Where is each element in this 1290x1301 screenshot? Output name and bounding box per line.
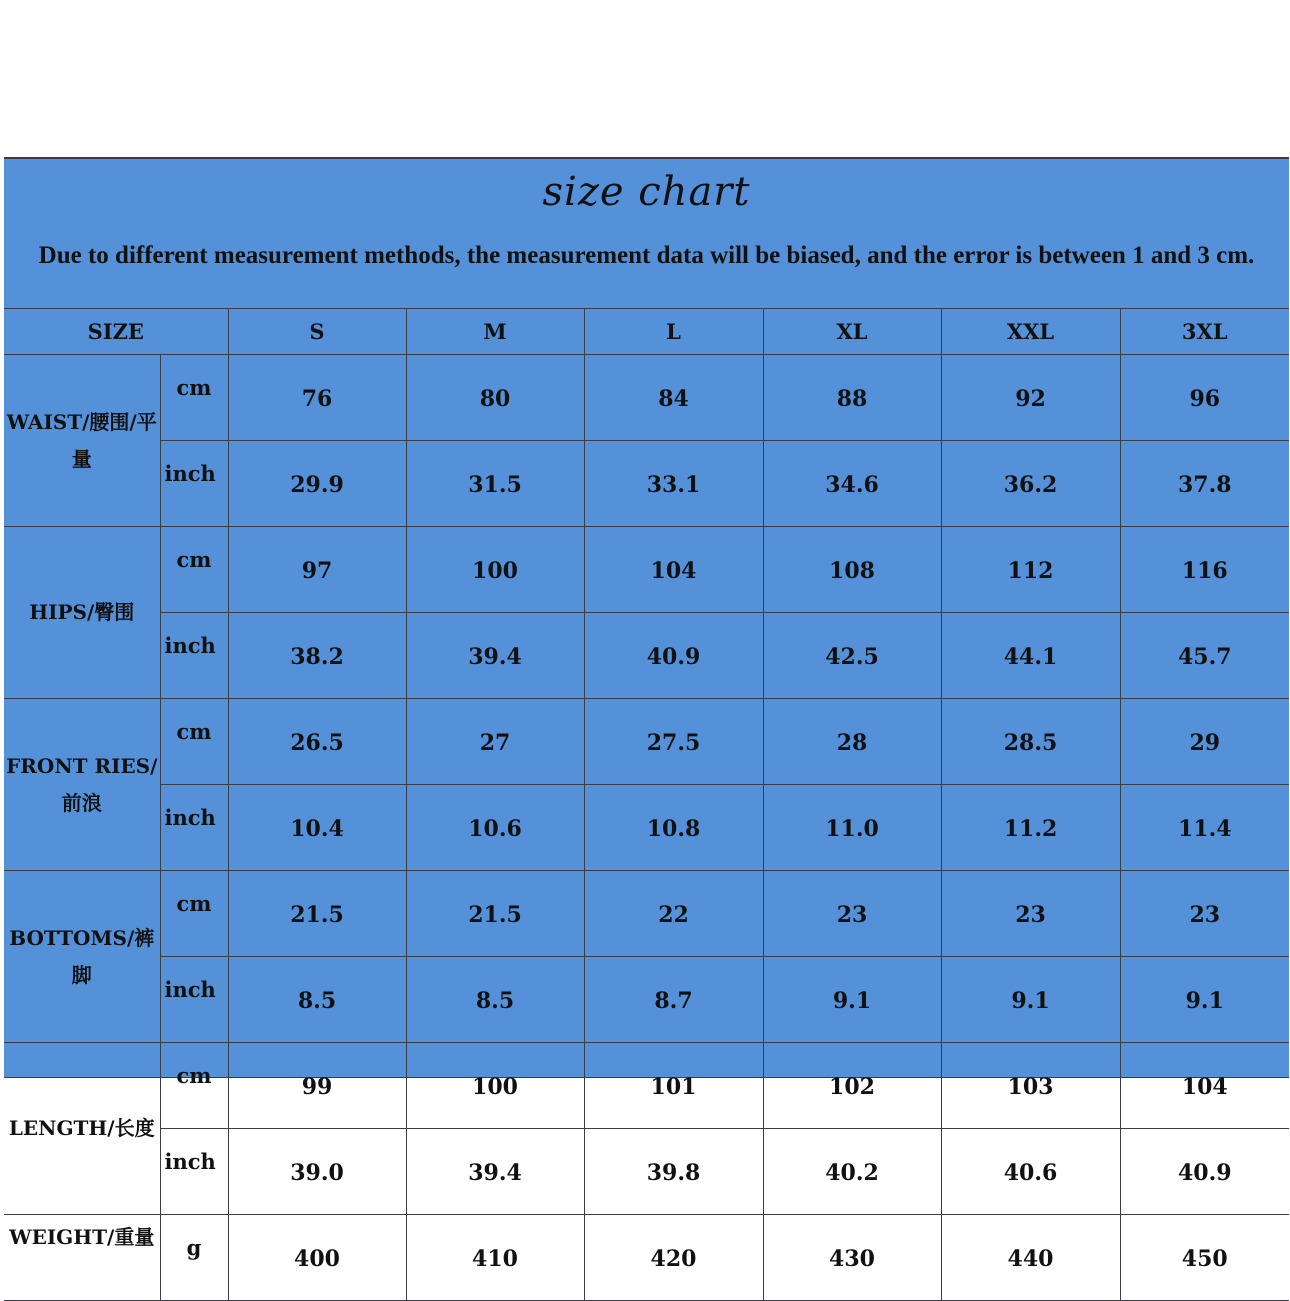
unit-label: inch bbox=[160, 785, 228, 871]
table-cell: 28.5 bbox=[941, 699, 1120, 785]
table-cell: 420 bbox=[584, 1215, 763, 1301]
table-cell: 31.5 bbox=[406, 441, 584, 527]
table-cell: 40.6 bbox=[941, 1129, 1120, 1215]
size-chart bbox=[4, 157, 1289, 1272]
measurement-label-bottoms: BOTTOMS/裤脚 bbox=[4, 871, 160, 1043]
table-cell: 21.5 bbox=[228, 871, 406, 957]
table-row bbox=[4, 1043, 1289, 1129]
size-header-m: M bbox=[406, 308, 584, 355]
table-cell: 27 bbox=[406, 699, 584, 785]
table-cell: 99 bbox=[228, 1043, 406, 1129]
table-cell: 23 bbox=[941, 871, 1120, 957]
table-cell: 28 bbox=[763, 699, 941, 785]
unit-label: cm bbox=[160, 355, 228, 441]
table-cell: 10.6 bbox=[406, 785, 584, 871]
size-header-s: S bbox=[228, 308, 406, 355]
table-cell: 10.8 bbox=[584, 785, 763, 871]
table-row bbox=[4, 785, 1289, 871]
table-cell: 29.9 bbox=[228, 441, 406, 527]
table-cell: 11.0 bbox=[763, 785, 941, 871]
size-table bbox=[4, 308, 1289, 1301]
table-row bbox=[4, 1129, 1289, 1215]
table-cell: 27.5 bbox=[584, 699, 763, 785]
table-cell: 100 bbox=[406, 527, 584, 613]
size-header-l: L bbox=[584, 308, 763, 355]
table-cell: 400 bbox=[228, 1215, 406, 1301]
table-cell: 97 bbox=[228, 527, 406, 613]
table-cell: 23 bbox=[1120, 871, 1289, 957]
table-row bbox=[4, 613, 1289, 699]
measurement-label-waist: WAIST/腰围/平量 bbox=[4, 355, 160, 527]
table-cell: 430 bbox=[763, 1215, 941, 1301]
table-cell: 9.1 bbox=[763, 957, 941, 1043]
table-cell: 26.5 bbox=[228, 699, 406, 785]
table-cell: 9.1 bbox=[1120, 957, 1289, 1043]
table-cell: 40.2 bbox=[763, 1129, 941, 1215]
table-cell: 450 bbox=[1120, 1215, 1289, 1301]
table-cell: 39.4 bbox=[406, 1129, 584, 1215]
table-cell: 36.2 bbox=[941, 441, 1120, 527]
table-row bbox=[4, 699, 1289, 785]
unit-label: g bbox=[160, 1215, 228, 1301]
table-cell: 8.5 bbox=[228, 957, 406, 1043]
table-cell: 101 bbox=[584, 1043, 763, 1129]
table-cell: 80 bbox=[406, 355, 584, 441]
table-cell: 11.4 bbox=[1120, 785, 1289, 871]
size-column-header: SIZE bbox=[4, 308, 228, 355]
unit-label: inch bbox=[160, 613, 228, 699]
table-cell: 40.9 bbox=[1120, 1129, 1289, 1215]
unit-label: cm bbox=[160, 699, 228, 785]
table-cell: 112 bbox=[941, 527, 1120, 613]
table-cell: 38.2 bbox=[228, 613, 406, 699]
table-cell: 34.6 bbox=[763, 441, 941, 527]
size-header-xxl: XXL bbox=[941, 308, 1120, 355]
table-cell: 44.1 bbox=[941, 613, 1120, 699]
unit-label: inch bbox=[160, 957, 228, 1043]
table-cell: 39.4 bbox=[406, 613, 584, 699]
unit-label: inch bbox=[160, 441, 228, 527]
table-cell: 103 bbox=[941, 1043, 1120, 1129]
table-cell: 104 bbox=[584, 527, 763, 613]
measurement-label-hips: HIPS/臀围 bbox=[4, 527, 160, 699]
table-row bbox=[4, 1215, 1289, 1301]
table-cell: 22 bbox=[584, 871, 763, 957]
table-cell: 8.5 bbox=[406, 957, 584, 1043]
table-cell: 11.2 bbox=[941, 785, 1120, 871]
table-cell: 102 bbox=[763, 1043, 941, 1129]
table-cell: 108 bbox=[763, 527, 941, 613]
table-cell: 39.0 bbox=[228, 1129, 406, 1215]
table-cell: 9.1 bbox=[941, 957, 1120, 1043]
unit-label: cm bbox=[160, 871, 228, 957]
table-row bbox=[4, 355, 1289, 441]
unit-label: inch bbox=[160, 1129, 228, 1215]
table-cell: 45.7 bbox=[1120, 613, 1289, 699]
measurement-label-length: LENGTH/长度 bbox=[4, 1043, 160, 1215]
measurement-note: Due to different measurement methods, the measurement data will be biased, and the error is between 1 and 3 cm. bbox=[38, 242, 1255, 269]
table-cell: 39.8 bbox=[584, 1129, 763, 1215]
table-cell: 104 bbox=[1120, 1043, 1289, 1129]
chart-title: size chart bbox=[542, 169, 751, 215]
table-cell: 116 bbox=[1120, 527, 1289, 613]
unit-label: cm bbox=[160, 1043, 228, 1129]
table-cell: 33.1 bbox=[584, 441, 763, 527]
table-cell: 92 bbox=[941, 355, 1120, 441]
table-row bbox=[4, 957, 1289, 1043]
table-cell: 88 bbox=[763, 355, 941, 441]
table-cell: 21.5 bbox=[406, 871, 584, 957]
table-cell: 29 bbox=[1120, 699, 1289, 785]
table-cell: 410 bbox=[406, 1215, 584, 1301]
table-cell: 10.4 bbox=[228, 785, 406, 871]
table-cell: 96 bbox=[1120, 355, 1289, 441]
size-header-row bbox=[4, 308, 1289, 355]
chart-header bbox=[4, 159, 1289, 309]
table-row bbox=[4, 441, 1289, 527]
table-cell: 100 bbox=[406, 1043, 584, 1129]
size-header-xl: XL bbox=[763, 308, 941, 355]
table-cell: 8.7 bbox=[584, 957, 763, 1043]
table-row bbox=[4, 527, 1289, 613]
table-row bbox=[4, 871, 1289, 957]
unit-label: cm bbox=[160, 527, 228, 613]
size-header-3xl: 3XL bbox=[1120, 308, 1289, 355]
table-cell: 42.5 bbox=[763, 613, 941, 699]
table-cell: 23 bbox=[763, 871, 941, 957]
table-cell: 84 bbox=[584, 355, 763, 441]
table-cell: 440 bbox=[941, 1215, 1120, 1301]
table-cell: 40.9 bbox=[584, 613, 763, 699]
table-cell: 76 bbox=[228, 355, 406, 441]
table-cell: 37.8 bbox=[1120, 441, 1289, 527]
measurement-label-weight: WEIGHT/重量 bbox=[4, 1215, 160, 1301]
measurement-label-front-ries: FRONT RIES/前浪 bbox=[4, 699, 160, 871]
